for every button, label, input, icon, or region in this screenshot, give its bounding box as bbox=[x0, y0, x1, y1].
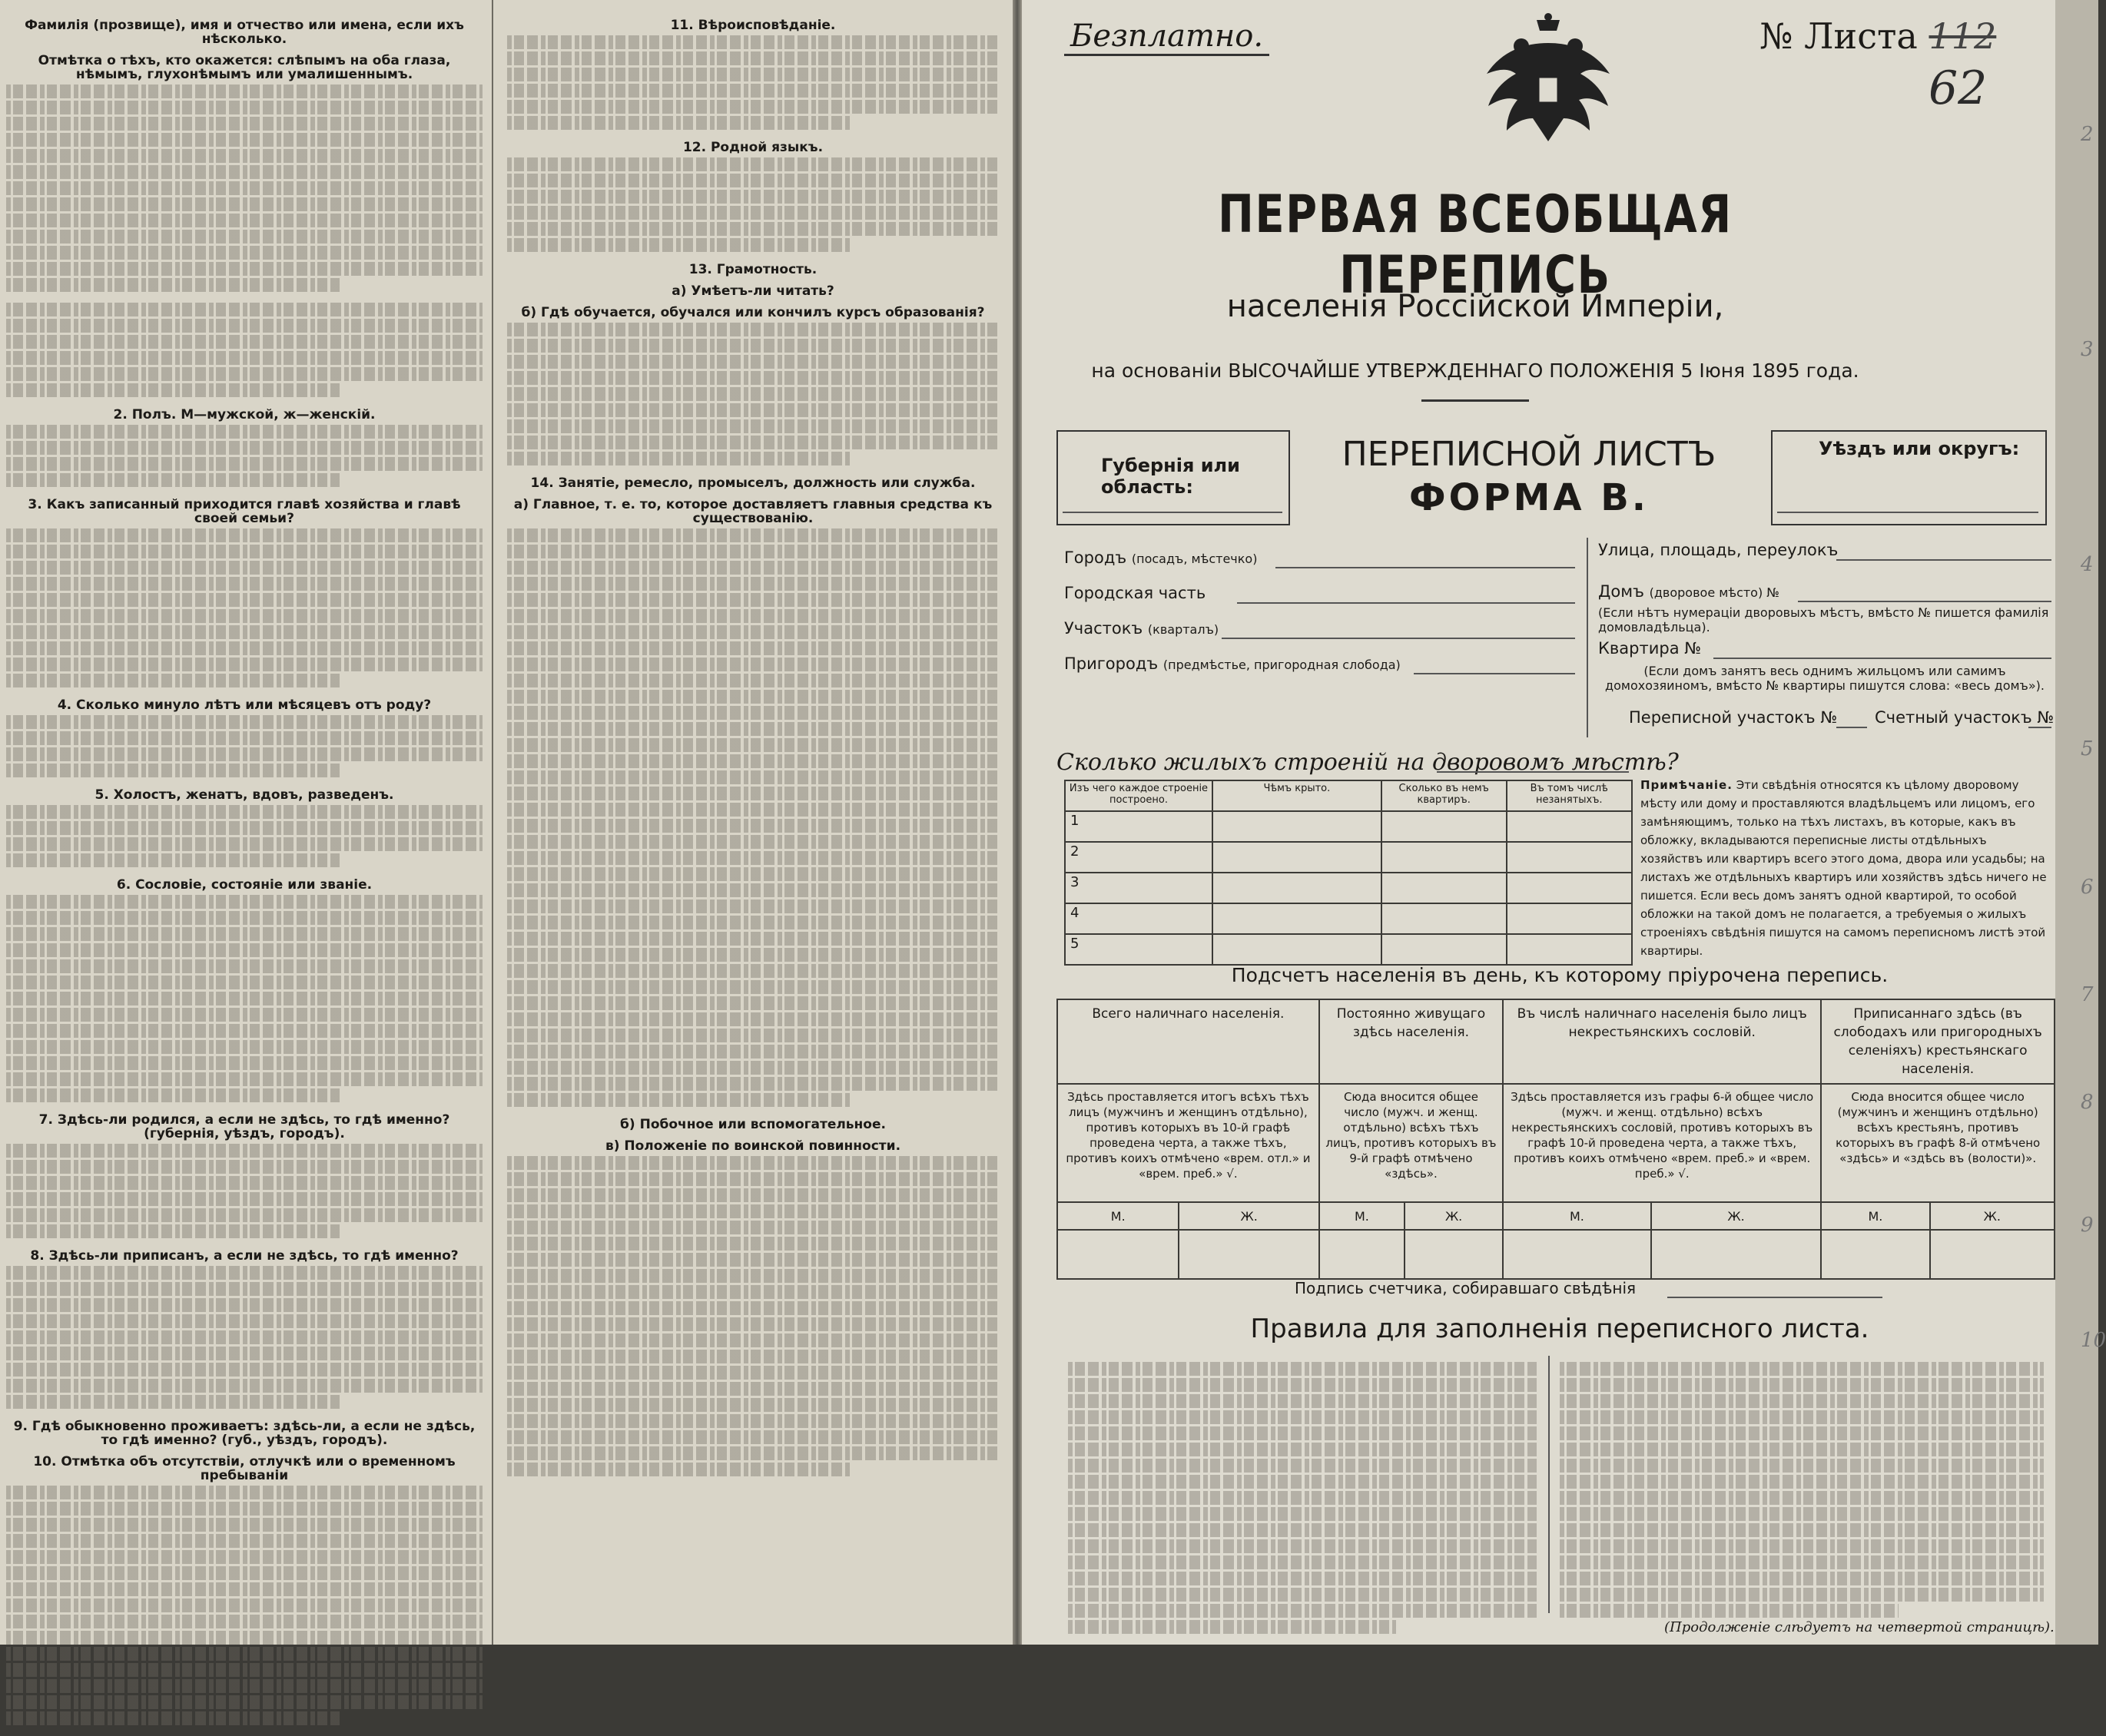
table-cell[interactable] bbox=[1507, 811, 1632, 842]
census-subtitle: населенія Россійской Имперіи, bbox=[1226, 289, 1724, 324]
count-cell[interactable] bbox=[1179, 1230, 1318, 1279]
table-cell[interactable] bbox=[1507, 934, 1632, 965]
margin-number: 4 bbox=[2081, 553, 2094, 576]
apartment-input[interactable] bbox=[1713, 658, 2051, 659]
counting-district-label: Счетный участокъ № bbox=[1875, 708, 2055, 727]
left-page bbox=[0, 0, 1013, 1645]
rules-column-1 bbox=[1068, 1360, 1537, 1636]
district-input[interactable] bbox=[1222, 638, 1575, 639]
col1-heading-5: 4. Сколько минуло лѣтъ или мѣсяцевъ отъ роду? bbox=[57, 697, 432, 713]
female-header: Ж. bbox=[1405, 1202, 1503, 1230]
census-basis: на основаніи ВЫСОЧАЙШЕ УТВЕРЖДЕННАГО ПОЛОЖЕНІЯ 5 Іюня 1895 года. bbox=[1091, 359, 1859, 382]
buildings-header-roof: Чѣмъ крыто. bbox=[1212, 780, 1381, 811]
margin-number: 9 bbox=[2081, 1214, 2094, 1237]
table-row bbox=[1065, 903, 1632, 934]
row-number: 2 bbox=[1065, 842, 1212, 873]
suburb-input[interactable] bbox=[1414, 673, 1575, 674]
note-text: Эти свѣдѣнія относятся къ цѣлому дворовому мѣсту или дому и проставляются владѣльцемъ или лицомъ, его замѣняющимъ, только на тѣхъ листахъ, въ которые, какъ въ обложку, вкладываются переписные листы отдѣльныхъ хозяйствъ или квартиръ всего этого дома, двора или усадьбы; на листахъ же отдѣльныхъ квартиръ или хозяйствъ здѣсь ничего не пишется. Если весь домъ занятъ одной квартирой, то особой обложки на такой домъ не полагается, а требуемыя о жилыхъ строеніяхъ свѣдѣнія пишутся на самомъ переписномъ листѣ этой квартиры. bbox=[1640, 778, 2047, 958]
column-divider bbox=[492, 0, 493, 1645]
col1-heading-10: 9. Гдѣ обыкновенно проживаетъ: здѣсь-ли, а если не здѣсь, то гдѣ именно? (губ., уѣздъ, городъ). bbox=[13, 1419, 476, 1448]
rules-column-2 bbox=[1560, 1360, 2044, 1620]
female-header: Ж. bbox=[1651, 1202, 1822, 1230]
col1-heading-11: 10. Отмѣтка объ отсутствіи, отлучкѣ или о временномъ пребываніи bbox=[33, 1454, 456, 1483]
left-column-2 bbox=[507, 11, 999, 1487]
margin-number: 3 bbox=[2081, 338, 2094, 361]
paragraph-block bbox=[6, 84, 483, 292]
paragraph-block bbox=[507, 35, 999, 130]
col2-heading-6: 14. Занятіе, ремесло, промыселъ, должность или служба. bbox=[530, 475, 976, 491]
paragraph-block bbox=[6, 895, 483, 1102]
table-row bbox=[1065, 842, 1632, 873]
count-desc-non-peasant: Здѣсь проставляется изъ графы 6-й общее число (мужч. и женщ. отдѣльно) всѣхъ некрестьянскихъ сословій, противъ которыхъ въ графѣ 10-й проведена черта, а также тѣхъ, противъ коихъ отмѣчено «врем. преб.» и «врем. преб.» √. bbox=[1503, 1084, 1821, 1202]
table-cell[interactable] bbox=[1507, 842, 1632, 873]
table-row bbox=[1065, 934, 1632, 965]
census-district-label: Переписной участокъ № bbox=[1629, 708, 1838, 727]
left-column-1 bbox=[6, 11, 483, 1736]
margin-number: 8 bbox=[2081, 1091, 2094, 1114]
buildings-table bbox=[1064, 780, 1633, 966]
table-cell[interactable] bbox=[1381, 842, 1507, 873]
note-title: Примѣчаніе. bbox=[1640, 778, 1733, 792]
free-label: Безплатно. bbox=[1064, 18, 1269, 56]
count-cell[interactable] bbox=[1057, 1230, 1179, 1279]
rules-divider bbox=[1548, 1356, 1550, 1613]
paragraph-block bbox=[6, 303, 483, 397]
col2-heading-2: 12. Родной языкъ. bbox=[682, 140, 824, 155]
sheet-number-label: № Листа bbox=[1759, 15, 1918, 57]
paragraph-block bbox=[6, 1144, 483, 1238]
count-header-resident: Постоянно живущаго здѣсь населенія. bbox=[1319, 999, 1503, 1084]
count-header-peasant: Приписаннаго здѣсь (въ слободахъ или пригородныхъ селеніяхъ) крестьянскаго населенія. bbox=[1821, 999, 2055, 1084]
form-header-box bbox=[1056, 430, 2048, 522]
male-header: М. bbox=[1319, 1202, 1405, 1230]
margin-number: 5 bbox=[2081, 737, 2094, 760]
buildings-header-material: Изъ чего каждое строеніе построено. bbox=[1065, 780, 1212, 811]
census-title: ПЕРВАЯ ВСЕОБЩАЯ ПЕРЕПИСЬ bbox=[1218, 184, 1733, 306]
title-rule bbox=[1421, 399, 1529, 402]
city-part-field-label: Городская часть bbox=[1064, 584, 1206, 602]
row-number: 1 bbox=[1065, 811, 1212, 842]
paragraph-block bbox=[6, 1266, 483, 1409]
paragraph-block bbox=[507, 1156, 999, 1476]
count-header-total: Всего наличнаго населенія. bbox=[1057, 999, 1319, 1084]
paragraph-block bbox=[507, 157, 999, 252]
city-field-label: Городъ (посадъ, мѣстечко) bbox=[1064, 548, 1258, 567]
col2-heading-4: а) Умѣетъ-ли читать? bbox=[672, 283, 834, 299]
house-note: (Если нѣтъ нумераціи дворовыхъ мѣстъ, вмѣсто № пишется фамилія домовладѣльца). bbox=[1598, 605, 2049, 634]
col1-heading-4: 3. Какъ записанный приходится главѣ хозяйства и главѣ своей семьи? bbox=[28, 497, 461, 526]
table-cell[interactable] bbox=[1381, 811, 1507, 842]
col1-heading-6: 5. Холостъ, женатъ, вдовъ, разведенъ. bbox=[95, 787, 394, 803]
table-cell[interactable] bbox=[1212, 811, 1381, 842]
margin-number: 2 bbox=[2081, 123, 2094, 146]
census-district-input[interactable] bbox=[1836, 727, 1867, 728]
population-count-heading: Подсчетъ населенія въ день, къ которому пріурочена перепись. bbox=[1231, 964, 1889, 986]
form-letter: ФОРМА В. bbox=[1408, 476, 1650, 519]
fields-divider bbox=[1587, 538, 1588, 737]
uezd-input[interactable] bbox=[1777, 512, 2038, 513]
count-desc-peasant: Сюда вносится общее число (мужчинъ и женщинъ отдѣльно) всѣхъ крестьянъ, противъ которыхъ въ графѣ 8-й отмѣчено «здѣсь» и «здѣсь въ (волости)». bbox=[1821, 1084, 2055, 1202]
guberniya-box bbox=[1056, 430, 1290, 525]
count-desc-total: Здѣсь проставляется итогъ всѣхъ тѣхъ лицъ (мужчинъ и женщинъ отдѣльно), противъ которыхъ въ 10-й графѣ проведена черта, а также тѣхъ, противъ коихъ отмѣчено «врем. отл.» и «врем. преб.» √. bbox=[1057, 1084, 1319, 1202]
count-cell[interactable] bbox=[1503, 1230, 1651, 1279]
paragraph-block bbox=[6, 715, 483, 777]
table-cell[interactable] bbox=[1381, 873, 1507, 903]
col1-heading-7: 6. Сословіе, состояніе или званіе. bbox=[116, 877, 373, 893]
count-desc-resident: Сюда вносится общее число (мужч. и женщ. отдѣльно) всѣхъ тѣхъ лицъ, противъ которыхъ въ 9-й графѣ отмѣчено «здѣсь». bbox=[1319, 1084, 1503, 1202]
district-field-label: Участокъ (кварталъ) bbox=[1064, 619, 1219, 638]
paragraph-block bbox=[507, 323, 999, 465]
enumerator-signature-label: Подпись счетчика, собиравшаго свѣдѣнія bbox=[1295, 1279, 1637, 1297]
col1-heading-2: Отмѣтка о тѣхъ, кто окажется: слѣпымъ на оба глаза, нѣмымъ, глухонѣмымъ или умалишеннымъ. bbox=[38, 53, 451, 82]
form-title: ПЕРЕПИСНОЙ ЛИСТЪ bbox=[1342, 435, 1716, 474]
city-input[interactable] bbox=[1275, 567, 1575, 568]
paragraph-block bbox=[6, 805, 483, 867]
buildings-question: Сколько жилыхъ строеній на дворовомъ мѣстѣ? bbox=[1056, 749, 1679, 776]
margin-number: 10 bbox=[2081, 1329, 2106, 1352]
street-field-label: Улица, площадь, переулокъ bbox=[1598, 541, 1839, 559]
col1-heading-3: 2. Полъ. М—мужской, ж—женскій. bbox=[113, 407, 376, 422]
male-header: М. bbox=[1057, 1202, 1179, 1230]
double-headed-eagle-emblem bbox=[1475, 12, 1621, 166]
female-header: Ж. bbox=[1179, 1202, 1318, 1230]
table-row bbox=[1065, 873, 1632, 903]
note-block bbox=[1640, 776, 2051, 960]
buildings-header-vacant: Въ томъ числѣ незанятыхъ. bbox=[1507, 780, 1632, 811]
margin-number: 7 bbox=[2081, 983, 2094, 1006]
house-input[interactable] bbox=[1798, 601, 2051, 602]
signature-input[interactable] bbox=[1667, 1297, 1882, 1298]
paragraph-block bbox=[6, 528, 483, 687]
row-number: 5 bbox=[1065, 934, 1212, 965]
rules-title: Правила для заполненія переписного листа. bbox=[1250, 1314, 1869, 1344]
table-cell[interactable] bbox=[1507, 903, 1632, 934]
sheet-number-struck: 112 bbox=[1929, 15, 1997, 57]
count-cell[interactable] bbox=[1405, 1230, 1503, 1279]
table-cell[interactable] bbox=[1212, 873, 1381, 903]
buildings-count-input[interactable] bbox=[1437, 771, 1629, 773]
guberniya-label: Губернія или область: bbox=[1101, 455, 1240, 498]
col2-heading-8: б) Побочное или вспомогательное. bbox=[620, 1117, 886, 1132]
city-part-input[interactable] bbox=[1237, 602, 1575, 604]
table-cell[interactable] bbox=[1212, 903, 1381, 934]
paragraph-block bbox=[6, 1486, 483, 1725]
handwritten-sheet-number: 62 bbox=[1929, 61, 1988, 115]
buildings-header-apartments: Сколько въ немъ квартиръ. bbox=[1381, 780, 1507, 811]
count-header-non-peasant: Въ числѣ наличнаго населенія было лицъ некрестьянскихъ сословій. bbox=[1503, 999, 1821, 1084]
col1-heading-9: 8. Здѣсь-ли приписанъ, а если не здѣсь, то гдѣ именно? bbox=[30, 1248, 459, 1264]
margin-number: 6 bbox=[2081, 876, 2094, 899]
right-page bbox=[1022, 0, 2106, 1645]
col2-heading-3: 13. Грамотность. bbox=[688, 262, 818, 277]
suburb-field-label: Пригородъ (предмѣстье, пригородная слобода) bbox=[1064, 654, 1401, 673]
street-input[interactable] bbox=[1836, 559, 2051, 561]
table-cell[interactable] bbox=[1381, 934, 1507, 965]
col1-heading-1: Фамилія (прозвище), имя и отчество или имена, если ихъ нѣсколько. bbox=[25, 18, 464, 47]
count-cell[interactable] bbox=[1319, 1230, 1405, 1279]
house-field-label: Домъ (дворовое мѣсто) № bbox=[1598, 582, 1779, 601]
male-header: М. bbox=[1503, 1202, 1651, 1230]
col1-heading-8: 7. Здѣсь-ли родился, а если не здѣсь, то гдѣ именно? (губернія, уѣздъ, городъ). bbox=[38, 1112, 450, 1141]
uezd-label: Уѣздъ или округъ: bbox=[1819, 438, 2020, 459]
count-cell[interactable] bbox=[1930, 1230, 2055, 1279]
counting-district-input[interactable] bbox=[2028, 727, 2051, 728]
margin-strip bbox=[2055, 0, 2098, 1645]
paragraph-block bbox=[507, 528, 999, 1107]
col2-heading-5: б) Гдѣ обучается, обучался или кончилъ курсъ образованія? bbox=[521, 305, 985, 320]
col2-heading-9: в) Положеніе по воинской повинности. bbox=[605, 1138, 901, 1154]
table-cell[interactable] bbox=[1212, 934, 1381, 965]
table-cell[interactable] bbox=[1212, 842, 1381, 873]
continued-note: (Продолженіе слѣдуетъ на четвертой страницѣ). bbox=[1664, 1619, 2055, 1635]
paragraph-block bbox=[6, 425, 483, 487]
count-cell[interactable] bbox=[1651, 1230, 1822, 1279]
female-header: Ж. bbox=[1930, 1202, 2055, 1230]
uezd-box bbox=[1771, 430, 2047, 525]
count-cell[interactable] bbox=[1821, 1230, 1929, 1279]
apartment-field-label: Квартира № bbox=[1598, 639, 1702, 658]
row-number: 4 bbox=[1065, 903, 1212, 934]
table-cell[interactable] bbox=[1507, 873, 1632, 903]
table-row bbox=[1065, 811, 1632, 842]
apartment-note: (Если домъ занятъ весь однимъ жильцомъ или самимъ домохозяиномъ, вмѣсто № квартиры пишутся слова: «весь домъ»). bbox=[1605, 664, 2045, 693]
sheet-number bbox=[1759, 15, 1996, 57]
col2-heading-7: а) Главное, т. е. то, которое доставляетъ главныя средства къ существованію. bbox=[513, 497, 993, 526]
row-number: 3 bbox=[1065, 873, 1212, 903]
col2-heading-1: 11. Вѣроисповѣданіе. bbox=[670, 18, 836, 33]
guberniya-input[interactable] bbox=[1063, 512, 1282, 513]
book-gutter bbox=[1013, 0, 1022, 1645]
male-header: М. bbox=[1821, 1202, 1929, 1230]
population-count-table bbox=[1056, 999, 2055, 1280]
table-cell[interactable] bbox=[1381, 903, 1507, 934]
